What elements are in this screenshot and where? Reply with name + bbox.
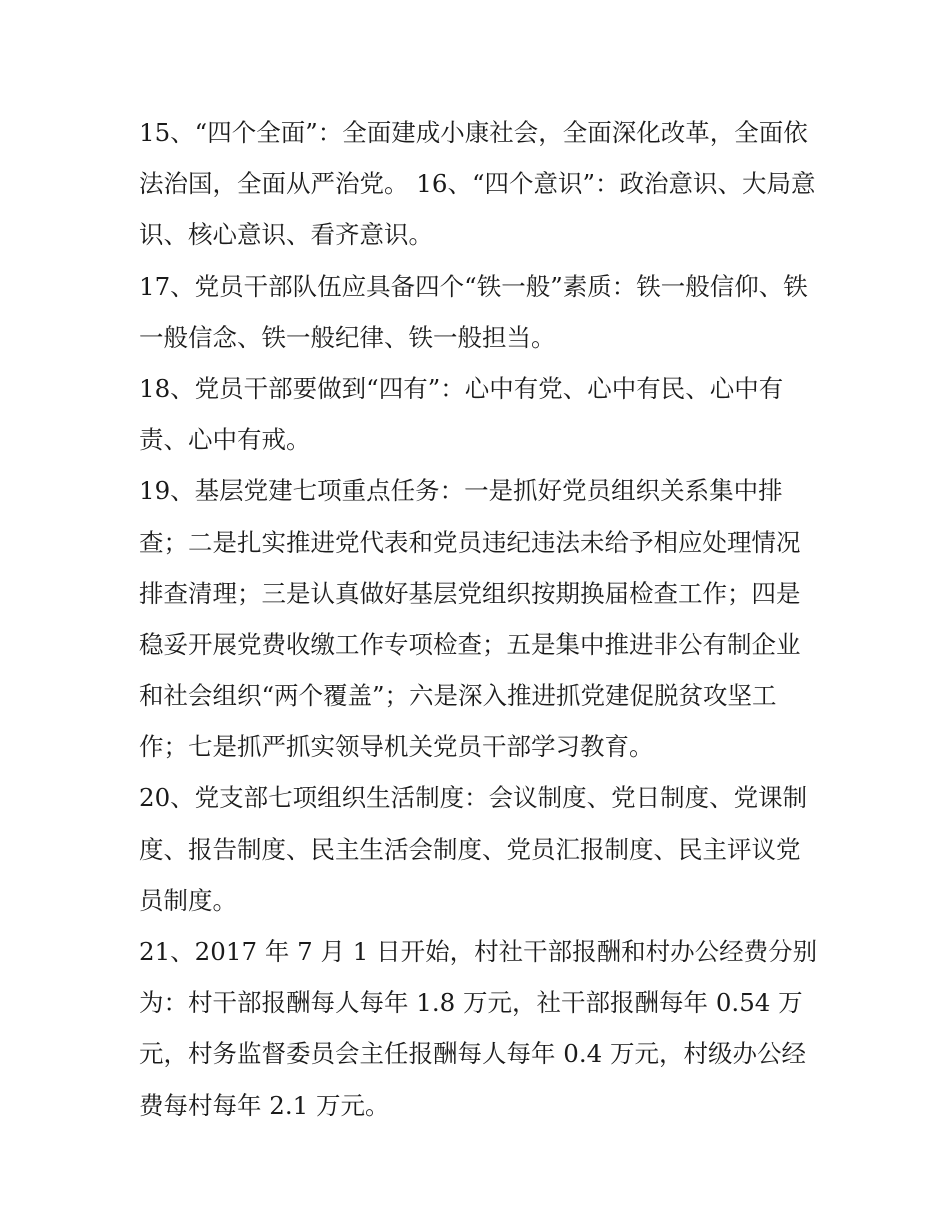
text-line: 稳妥开展党费收缴工作专项检查；五是集中推进非公有制企业 <box>139 629 801 659</box>
text-line: 元，村务监督委员会主任报酬每人每年 0.4 万元，村级办公经 <box>139 1039 807 1069</box>
text-line: 作；七是抓严抓实领导机关党员干部学习教育。 <box>139 732 654 762</box>
text-line: 21、2017 年 7 月 1 日开始，村社干部报酬和村办公经费分别 <box>139 937 818 966</box>
document-body <box>139 107 819 1131</box>
text-line: 19、基层党建七项重点任务：一是抓好党员组织关系集中排 <box>139 476 783 506</box>
text-line: 20、党支部七项组织生活制度：会议制度、党日制度、党课制 <box>139 783 808 813</box>
text-line: 识、核心意识、看齐意识。 <box>139 220 433 250</box>
text-line: 法治国，全面从严治党。 16、“四个意识”：政治意识、大局意 <box>139 169 816 199</box>
text-line: 一般信念、铁一般纪律、铁一般担当。 <box>139 322 556 352</box>
text-line: 18、党员干部要做到“四有”：心中有党、心中有民、心中有 <box>139 373 784 403</box>
text-line: 费每村每年 2.1 万元。 <box>139 1090 390 1120</box>
text-line: 查；二是扎实推进党代表和党员违纪违法未给予相应处理情况 <box>139 527 801 557</box>
text-line: 15、“四个全面”：全面建成小康社会，全面深化改革，全面依 <box>139 118 808 147</box>
text-line: 度、报告制度、民主生活会制度、党员汇报制度、民主评议党 <box>139 834 801 864</box>
text-line: 员制度。 <box>139 885 237 915</box>
text-line: 排查清理；三是认真做好基层党组织按期换届检查工作；四是 <box>139 578 801 608</box>
text-line: 责、心中有戒。 <box>139 425 311 455</box>
text-line: 和社会组织“两个覆盖”；六是深入推进抓党建促脱贫攻坚工 <box>139 681 777 711</box>
text-line: 17、党员干部队伍应具备四个“铁一般”素质：铁一般信仰、铁 <box>139 271 808 301</box>
text-line: 为：村干部报酬每人每年 1.8 万元，社干部报酬每年 0.54 万 <box>139 988 803 1018</box>
